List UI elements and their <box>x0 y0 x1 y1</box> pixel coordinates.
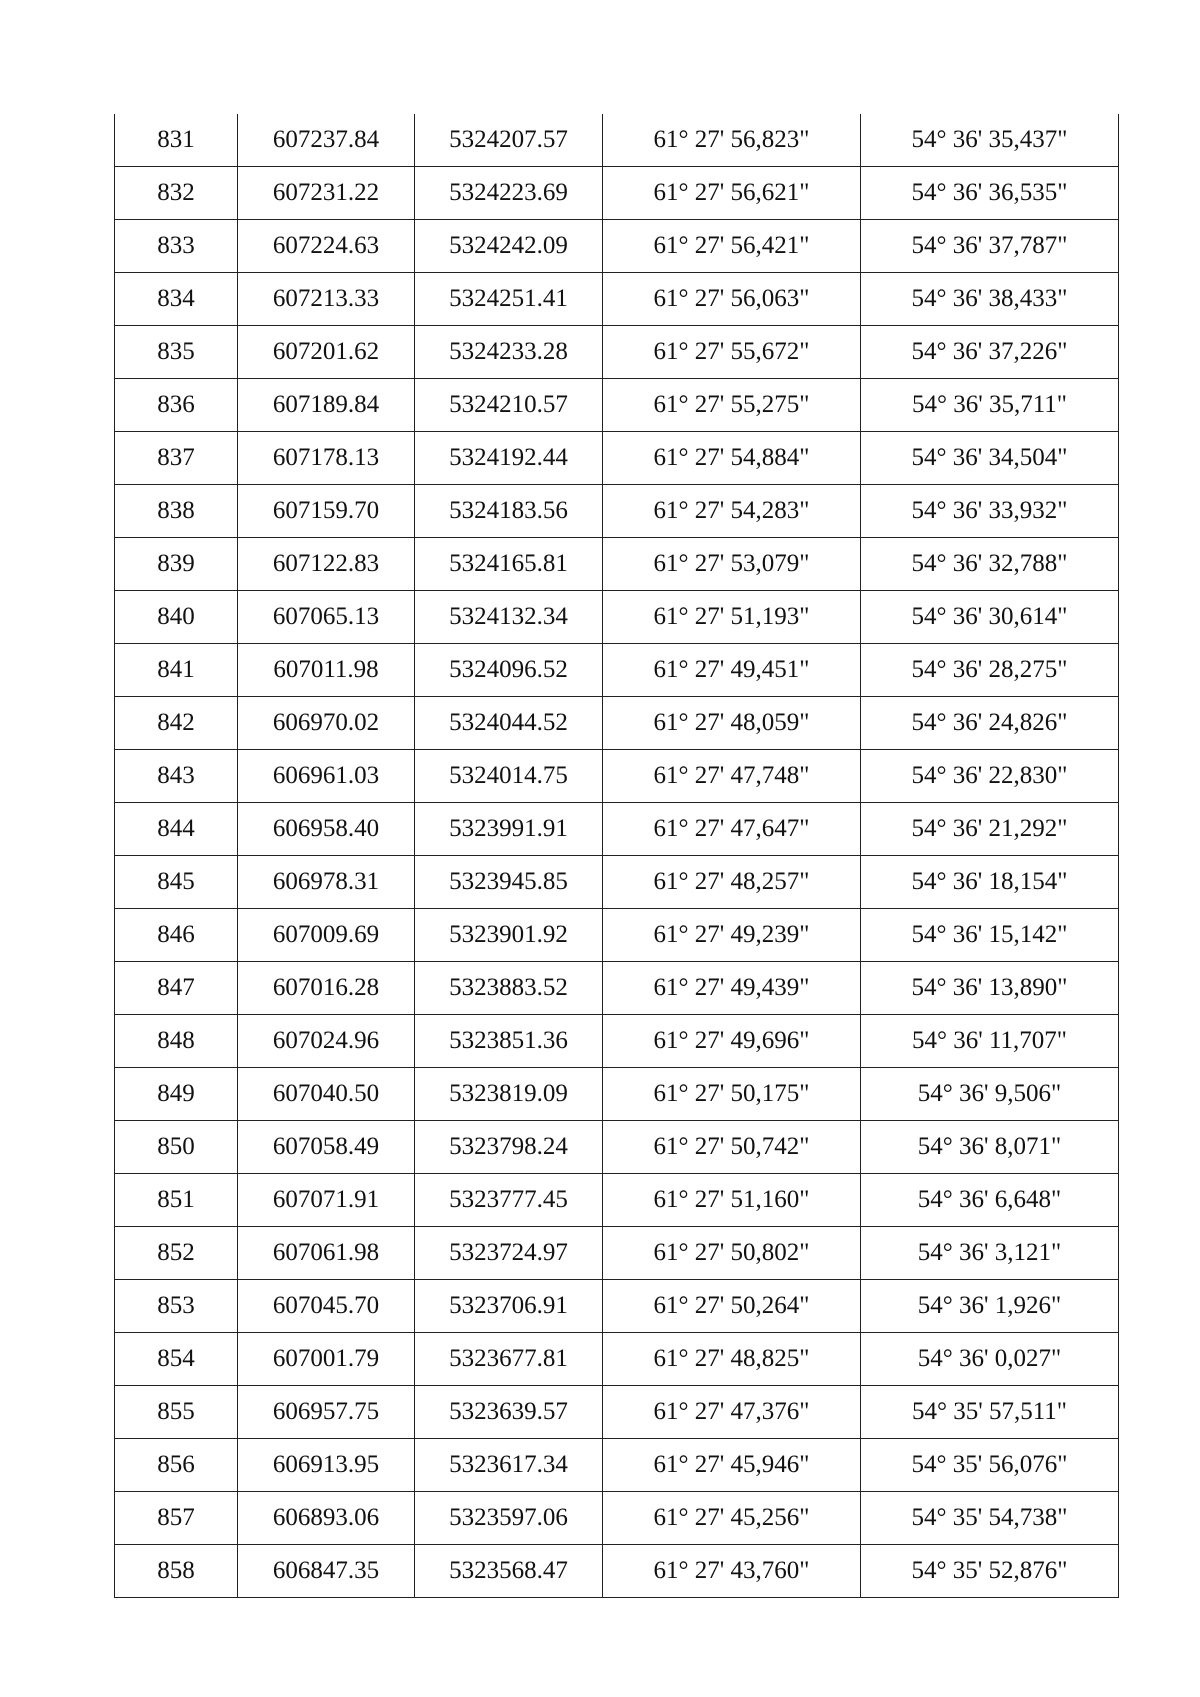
longitude-cell: 61° 27' 49,439" <box>603 962 861 1015</box>
y-coordinate-cell: 5323991.91 <box>415 803 603 856</box>
longitude-cell: 61° 27' 56,063" <box>603 273 861 326</box>
coordinates-table <box>114 114 1119 1598</box>
point-number-cell: 851 <box>115 1174 238 1227</box>
longitude-cell: 61° 27' 55,275" <box>603 379 861 432</box>
x-coordinate-cell: 607178.13 <box>238 432 415 485</box>
x-coordinate-cell: 607189.84 <box>238 379 415 432</box>
x-coordinate-cell: 607224.63 <box>238 220 415 273</box>
point-number-cell: 836 <box>115 379 238 432</box>
y-coordinate-cell: 5324183.56 <box>415 485 603 538</box>
latitude-cell: 54° 35' 54,738" <box>861 1492 1119 1545</box>
x-coordinate-cell: 607058.49 <box>238 1121 415 1174</box>
longitude-cell: 61° 27' 48,825" <box>603 1333 861 1386</box>
latitude-cell: 54° 36' 28,275" <box>861 644 1119 697</box>
table-row <box>115 697 1119 750</box>
point-number-cell: 838 <box>115 485 238 538</box>
x-coordinate-cell: 607201.62 <box>238 326 415 379</box>
longitude-cell: 61° 27' 49,239" <box>603 909 861 962</box>
table-row <box>115 1121 1119 1174</box>
point-number-cell: 855 <box>115 1386 238 1439</box>
point-number-cell: 835 <box>115 326 238 379</box>
table-row <box>115 1227 1119 1280</box>
point-number-cell: 845 <box>115 856 238 909</box>
latitude-cell: 54° 36' 22,830" <box>861 750 1119 803</box>
point-number-cell: 839 <box>115 538 238 591</box>
table-row <box>115 962 1119 1015</box>
latitude-cell: 54° 36' 33,932" <box>861 485 1119 538</box>
x-coordinate-cell: 606913.95 <box>238 1439 415 1492</box>
y-coordinate-cell: 5323945.85 <box>415 856 603 909</box>
x-coordinate-cell: 607024.96 <box>238 1015 415 1068</box>
x-coordinate-cell: 607061.98 <box>238 1227 415 1280</box>
table-row <box>115 167 1119 220</box>
table-row <box>115 1492 1119 1545</box>
y-coordinate-cell: 5324044.52 <box>415 697 603 750</box>
x-coordinate-cell: 607237.84 <box>238 114 415 167</box>
y-coordinate-cell: 5324165.81 <box>415 538 603 591</box>
table-row <box>115 909 1119 962</box>
y-coordinate-cell: 5323883.52 <box>415 962 603 1015</box>
latitude-cell: 54° 36' 34,504" <box>861 432 1119 485</box>
x-coordinate-cell: 606847.35 <box>238 1545 415 1598</box>
x-coordinate-cell: 607159.70 <box>238 485 415 538</box>
longitude-cell: 61° 27' 43,760" <box>603 1545 861 1598</box>
table-row <box>115 1439 1119 1492</box>
point-number-cell: 840 <box>115 591 238 644</box>
y-coordinate-cell: 5323819.09 <box>415 1068 603 1121</box>
latitude-cell: 54° 36' 0,027" <box>861 1333 1119 1386</box>
longitude-cell: 61° 27' 53,079" <box>603 538 861 591</box>
longitude-cell: 61° 27' 47,376" <box>603 1386 861 1439</box>
latitude-cell: 54° 36' 35,711" <box>861 379 1119 432</box>
y-coordinate-cell: 5323706.91 <box>415 1280 603 1333</box>
longitude-cell: 61° 27' 45,256" <box>603 1492 861 1545</box>
y-coordinate-cell: 5324251.41 <box>415 273 603 326</box>
table-row <box>115 856 1119 909</box>
latitude-cell: 54° 36' 38,433" <box>861 273 1119 326</box>
longitude-cell: 61° 27' 48,059" <box>603 697 861 750</box>
point-number-cell: 857 <box>115 1492 238 1545</box>
table-row <box>115 750 1119 803</box>
y-coordinate-cell: 5323798.24 <box>415 1121 603 1174</box>
table-row <box>115 1174 1119 1227</box>
point-number-cell: 832 <box>115 167 238 220</box>
table-row <box>115 803 1119 856</box>
x-coordinate-cell: 606970.02 <box>238 697 415 750</box>
table-row <box>115 220 1119 273</box>
y-coordinate-cell: 5324223.69 <box>415 167 603 220</box>
y-coordinate-cell: 5324242.09 <box>415 220 603 273</box>
point-number-cell: 858 <box>115 1545 238 1598</box>
latitude-cell: 54° 36' 32,788" <box>861 538 1119 591</box>
y-coordinate-cell: 5323724.97 <box>415 1227 603 1280</box>
longitude-cell: 61° 27' 47,748" <box>603 750 861 803</box>
point-number-cell: 847 <box>115 962 238 1015</box>
coordinates-table-body <box>115 114 1119 1598</box>
table-row <box>115 644 1119 697</box>
x-coordinate-cell: 607001.79 <box>238 1333 415 1386</box>
x-coordinate-cell: 607213.33 <box>238 273 415 326</box>
point-number-cell: 854 <box>115 1333 238 1386</box>
point-number-cell: 853 <box>115 1280 238 1333</box>
x-coordinate-cell: 606961.03 <box>238 750 415 803</box>
y-coordinate-cell: 5323901.92 <box>415 909 603 962</box>
longitude-cell: 61° 27' 55,672" <box>603 326 861 379</box>
table-row <box>115 1545 1119 1598</box>
point-number-cell: 841 <box>115 644 238 697</box>
table-row <box>115 1386 1119 1439</box>
latitude-cell: 54° 36' 9,506" <box>861 1068 1119 1121</box>
table-row <box>115 326 1119 379</box>
x-coordinate-cell: 607122.83 <box>238 538 415 591</box>
longitude-cell: 61° 27' 50,802" <box>603 1227 861 1280</box>
x-coordinate-cell: 606893.06 <box>238 1492 415 1545</box>
x-coordinate-cell: 606958.40 <box>238 803 415 856</box>
latitude-cell: 54° 36' 13,890" <box>861 962 1119 1015</box>
longitude-cell: 61° 27' 54,283" <box>603 485 861 538</box>
latitude-cell: 54° 36' 36,535" <box>861 167 1119 220</box>
x-coordinate-cell: 606957.75 <box>238 1386 415 1439</box>
y-coordinate-cell: 5324014.75 <box>415 750 603 803</box>
longitude-cell: 61° 27' 51,193" <box>603 591 861 644</box>
table-row <box>115 538 1119 591</box>
latitude-cell: 54° 36' 21,292" <box>861 803 1119 856</box>
latitude-cell: 54° 36' 24,826" <box>861 697 1119 750</box>
point-number-cell: 849 <box>115 1068 238 1121</box>
y-coordinate-cell: 5323851.36 <box>415 1015 603 1068</box>
longitude-cell: 61° 27' 47,647" <box>603 803 861 856</box>
latitude-cell: 54° 36' 6,648" <box>861 1174 1119 1227</box>
latitude-cell: 54° 36' 18,154" <box>861 856 1119 909</box>
longitude-cell: 61° 27' 50,175" <box>603 1068 861 1121</box>
point-number-cell: 844 <box>115 803 238 856</box>
longitude-cell: 61° 27' 49,696" <box>603 1015 861 1068</box>
point-number-cell: 837 <box>115 432 238 485</box>
latitude-cell: 54° 35' 57,511" <box>861 1386 1119 1439</box>
x-coordinate-cell: 607040.50 <box>238 1068 415 1121</box>
table-row <box>115 485 1119 538</box>
point-number-cell: 831 <box>115 114 238 167</box>
y-coordinate-cell: 5324233.28 <box>415 326 603 379</box>
longitude-cell: 61° 27' 48,257" <box>603 856 861 909</box>
latitude-cell: 54° 36' 3,121" <box>861 1227 1119 1280</box>
y-coordinate-cell: 5323777.45 <box>415 1174 603 1227</box>
latitude-cell: 54° 36' 1,926" <box>861 1280 1119 1333</box>
longitude-cell: 61° 27' 56,421" <box>603 220 861 273</box>
y-coordinate-cell: 5323597.06 <box>415 1492 603 1545</box>
y-coordinate-cell: 5324210.57 <box>415 379 603 432</box>
x-coordinate-cell: 607011.98 <box>238 644 415 697</box>
latitude-cell: 54° 36' 15,142" <box>861 909 1119 962</box>
longitude-cell: 61° 27' 50,264" <box>603 1280 861 1333</box>
y-coordinate-cell: 5324096.52 <box>415 644 603 697</box>
y-coordinate-cell: 5323568.47 <box>415 1545 603 1598</box>
longitude-cell: 61° 27' 54,884" <box>603 432 861 485</box>
x-coordinate-cell: 607009.69 <box>238 909 415 962</box>
point-number-cell: 852 <box>115 1227 238 1280</box>
table-row <box>115 1333 1119 1386</box>
latitude-cell: 54° 36' 11,707" <box>861 1015 1119 1068</box>
latitude-cell: 54° 36' 37,226" <box>861 326 1119 379</box>
y-coordinate-cell: 5324207.57 <box>415 114 603 167</box>
x-coordinate-cell: 607065.13 <box>238 591 415 644</box>
latitude-cell: 54° 36' 37,787" <box>861 220 1119 273</box>
point-number-cell: 833 <box>115 220 238 273</box>
latitude-cell: 54° 36' 8,071" <box>861 1121 1119 1174</box>
point-number-cell: 848 <box>115 1015 238 1068</box>
table-row <box>115 591 1119 644</box>
point-number-cell: 850 <box>115 1121 238 1174</box>
latitude-cell: 54° 36' 30,614" <box>861 591 1119 644</box>
point-number-cell: 842 <box>115 697 238 750</box>
longitude-cell: 61° 27' 45,946" <box>603 1439 861 1492</box>
latitude-cell: 54° 35' 56,076" <box>861 1439 1119 1492</box>
y-coordinate-cell: 5323677.81 <box>415 1333 603 1386</box>
point-number-cell: 856 <box>115 1439 238 1492</box>
table-row <box>115 114 1119 167</box>
longitude-cell: 61° 27' 56,823" <box>603 114 861 167</box>
longitude-cell: 61° 27' 50,742" <box>603 1121 861 1174</box>
latitude-cell: 54° 35' 52,876" <box>861 1545 1119 1598</box>
x-coordinate-cell: 606978.31 <box>238 856 415 909</box>
table-row <box>115 379 1119 432</box>
point-number-cell: 846 <box>115 909 238 962</box>
longitude-cell: 61° 27' 49,451" <box>603 644 861 697</box>
y-coordinate-cell: 5324192.44 <box>415 432 603 485</box>
y-coordinate-cell: 5323617.34 <box>415 1439 603 1492</box>
x-coordinate-cell: 607071.91 <box>238 1174 415 1227</box>
table-row <box>115 1015 1119 1068</box>
point-number-cell: 834 <box>115 273 238 326</box>
x-coordinate-cell: 607016.28 <box>238 962 415 1015</box>
longitude-cell: 61° 27' 56,621" <box>603 167 861 220</box>
table-row <box>115 432 1119 485</box>
longitude-cell: 61° 27' 51,160" <box>603 1174 861 1227</box>
latitude-cell: 54° 36' 35,437" <box>861 114 1119 167</box>
y-coordinate-cell: 5324132.34 <box>415 591 603 644</box>
table-row <box>115 1280 1119 1333</box>
table-row <box>115 1068 1119 1121</box>
y-coordinate-cell: 5323639.57 <box>415 1386 603 1439</box>
point-number-cell: 843 <box>115 750 238 803</box>
x-coordinate-cell: 607231.22 <box>238 167 415 220</box>
x-coordinate-cell: 607045.70 <box>238 1280 415 1333</box>
table-row <box>115 273 1119 326</box>
